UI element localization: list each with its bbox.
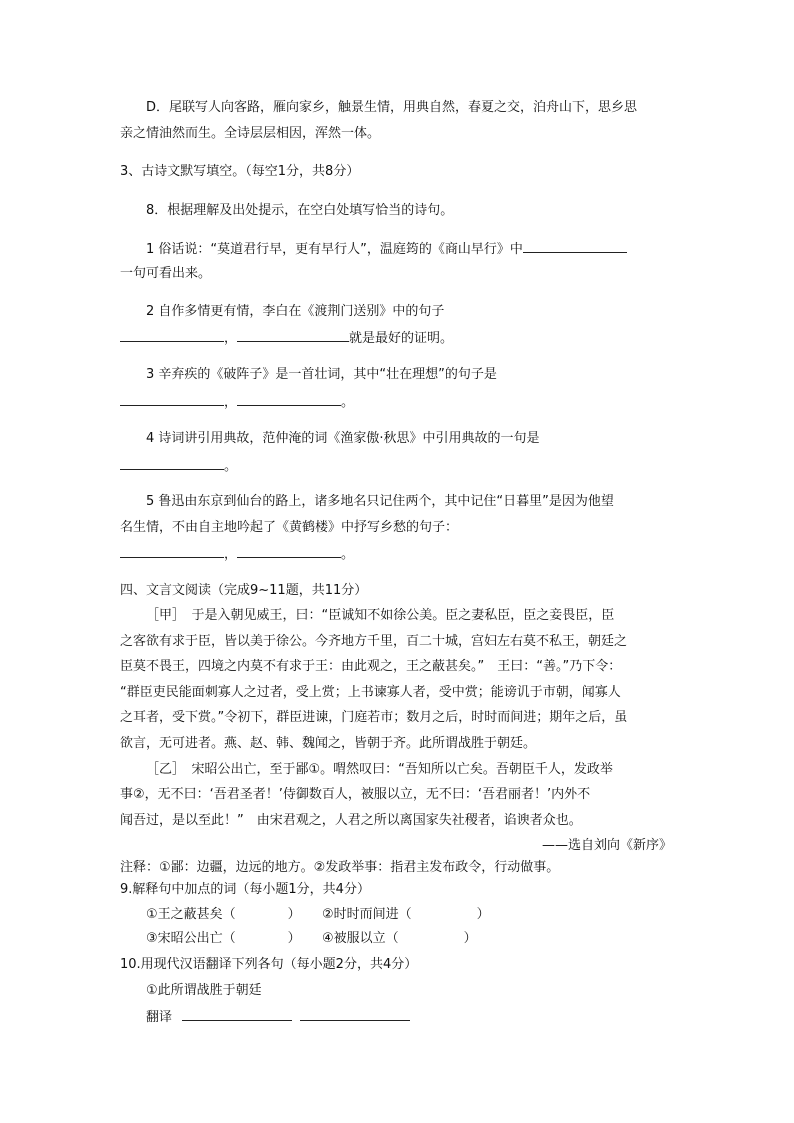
passage-line: 之客欲有求于臣，皆以美于徐公。今齐地方千里，百二十城，宫妇左右莫不私王，朝廷之: [120, 634, 628, 649]
q9-row-2: [146, 929, 477, 949]
answer-blank[interactable]: [120, 543, 224, 558]
answer-blank[interactable]: [120, 327, 224, 342]
item-4-line-2: [120, 455, 237, 477]
q9-item: ③宋昭公出亡（ ）: [146, 931, 301, 946]
period: 。: [341, 547, 355, 562]
comma: ，: [224, 547, 238, 562]
comma: ，: [224, 331, 238, 346]
answer-blank[interactable]: [237, 327, 349, 342]
item-5-line-2: 名生情，不由自主地吟起了《黄鹤楼》中抒写乡愁的句子：: [120, 520, 459, 535]
passage-line: 之耳者，受下赏。”令初下，群臣进谏，门庭若市；数月之后，时时而间进；期年之后，虽: [120, 710, 628, 725]
q10-item-1: ①此所谓战胜于朝廷: [146, 983, 262, 998]
answer-blank[interactable]: [300, 1006, 410, 1021]
passage-line: 闻吾过，是以至此！” 由宋君观之，人君之所以离国家失社稷者，谄谀者众也。: [120, 813, 582, 828]
passage-line: ［乙］ 宋昭公出亡，至于鄙①。喟然叹曰：“吾知所以亡矣。吾朝臣千人，发政举: [146, 762, 613, 777]
passage-line: 事②，无不曰：‘吾君圣者！’侍御数百人，被服以立，无不曰：‘吾君丽者！’内外不: [120, 787, 591, 802]
q9-row-1: [146, 905, 490, 925]
option-d-line-1: D．尾联写人向客路，雁向家乡，触景生情，用典自然，春夏之交，泊舟山下，思乡思: [146, 100, 638, 115]
item-1-text: 1 俗话说：“莫道君行早，更有早行人”，温庭筠的《商山早行》中: [146, 242, 523, 257]
question-9: 9.解释句中加点的词（每小题1分，共4分）: [120, 882, 370, 897]
source-citation: ——选自刘向《新序》: [541, 838, 672, 853]
item-3-line-2: [120, 391, 354, 413]
translation-line: [146, 1006, 410, 1028]
passage-line: 欲言，无可进者。燕、赵、韩、魏闻之，皆朝于齐。此所谓战胜于朝廷。: [120, 736, 537, 751]
item-1-line-1: [146, 238, 627, 260]
item-2-line-2: [120, 327, 453, 349]
answer-blank[interactable]: [120, 455, 224, 470]
item-5-line-1: 5 鲁迅由东京到仙台的路上，诸多地名只记住两个，其中记住“日暮里”是因为他望: [146, 494, 614, 509]
item-4-line-1: 4 诗词讲引用典故，范仲淹的词《渔家傲·秋思》中引用典故的一句是: [146, 431, 540, 446]
answer-blank[interactable]: [120, 391, 224, 406]
passage-line: ［甲］ 于是入朝见威王，曰：“臣诚知不如徐公美。臣之妻私臣，臣之妾畏臣，臣: [146, 608, 615, 623]
item-2-line-1: 2 自作多情更有情，李白在《渡荆门送别》中的句子: [146, 304, 445, 319]
q9-item: ④被服以立（ ）: [322, 931, 477, 946]
answer-blank[interactable]: [237, 543, 341, 558]
answer-blank[interactable]: [523, 238, 627, 253]
item-3-line-1: 3 辛弃疾的《破阵子》是一首壮词，其中“壮在理想”的句子是: [146, 367, 497, 382]
section-3-heading: 3、古诗文默写填空。（每空1分，共8分）: [120, 164, 360, 179]
period: 。: [341, 395, 355, 410]
period: 。: [224, 459, 238, 474]
item-5-line-3: [120, 543, 354, 565]
question-8: 8．根据理解及出处提示，在空白处填写恰当的诗句。: [146, 203, 454, 218]
passage-line: “群臣吏民能面刺寡人之过者，受上赏；上书谏寡人者，受中赏；能谤讥于市朝，闻寡人: [120, 685, 621, 700]
annotations: 注释：①鄙：边疆，边远的地方。②发政举事：指君主发布政令，行动做事。: [120, 860, 560, 875]
answer-blank[interactable]: [182, 1006, 292, 1021]
answer-blank[interactable]: [237, 391, 341, 406]
passage-line: 臣莫不畏王，四境之内莫不有求于王：由此观之，王之蔽甚矣。” 王曰：“善。”乃下令：: [120, 659, 622, 674]
translate-label: 翻译: [146, 1010, 173, 1025]
question-10: 10.用现代汉语翻译下列各句（每小题2分，共4分）: [120, 957, 418, 972]
item-1-line-2: 一句可看出来。: [120, 266, 212, 281]
section-4-heading: 四、文言文阅读（完成9~11题，共11分）: [120, 583, 368, 598]
item-2-end-text: 就是最好的证明。: [349, 331, 454, 346]
comma: ，: [224, 395, 238, 410]
q9-item: ②时时而间进（ ）: [322, 907, 490, 922]
q9-item: ①王之蔽甚矣（ ）: [146, 907, 301, 922]
option-d-line-2: 亲之情油然而生。全诗层层相因，浑然一体。: [120, 126, 381, 141]
